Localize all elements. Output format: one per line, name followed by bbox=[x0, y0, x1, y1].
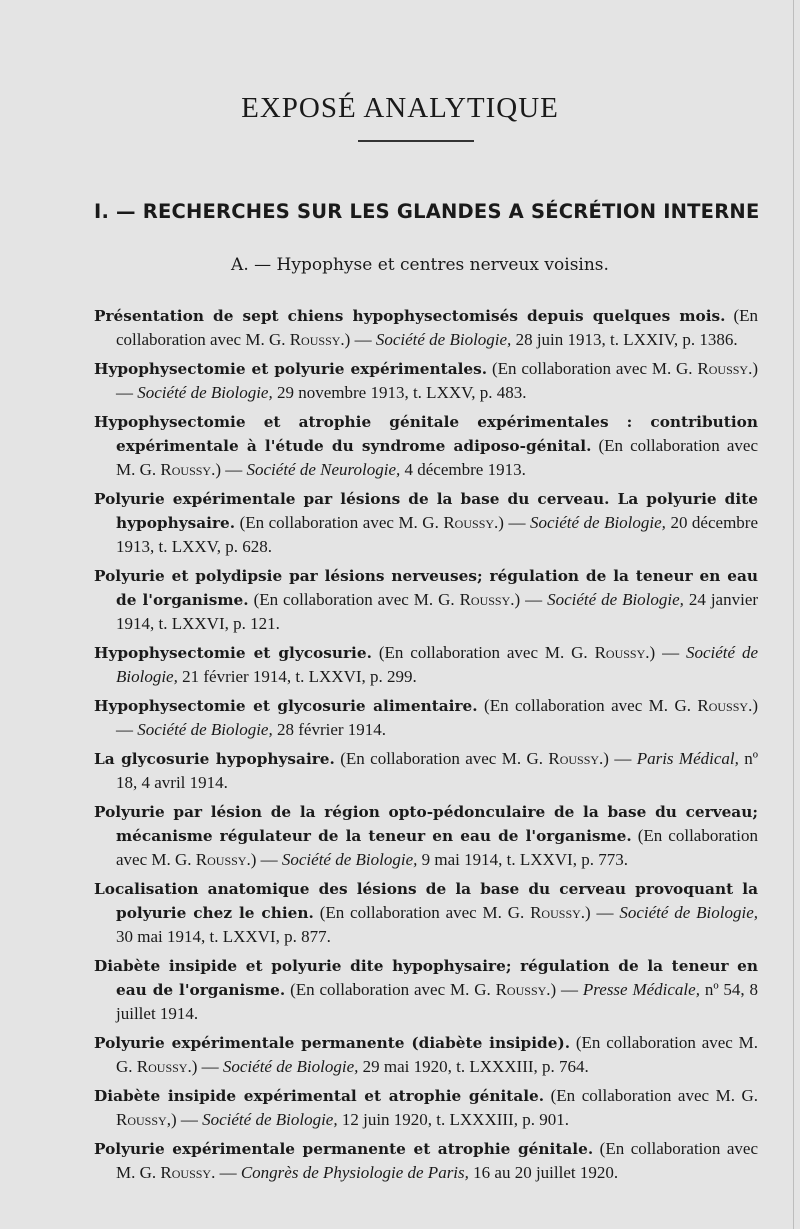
entry-title: Localisation anatomique des lésions de la base du cerveau provoquant la polyurie chez le chien. bbox=[94, 880, 758, 922]
entry-ref: 29 novembre 1913, t. LXXV, p. 483. bbox=[276, 383, 527, 402]
entry-collab: (En collaboration avec M. G. Roussy.) — bbox=[116, 696, 758, 739]
entry-collab: (En collaboration avec M. G. Roussy.) — bbox=[116, 1033, 759, 1076]
bibliography-entry bbox=[94, 641, 758, 689]
bibliography-entry bbox=[94, 877, 758, 949]
entry-title: Polyurie expérimentale par lésions de la base du cerveau. La polyurie dite hypophysaire. bbox=[94, 490, 758, 532]
bibliography-entry bbox=[94, 1137, 758, 1185]
bibliography-entry bbox=[94, 564, 758, 636]
entry-ref: nº 18, 4 avril 1914. bbox=[116, 749, 759, 792]
entry-ref: 29 mai 1920, t. LXXXIII, p. 764. bbox=[362, 1057, 589, 1076]
entry-title: Polyurie expérimentale permanente (diabète insipide). bbox=[94, 1034, 571, 1052]
entry-collab: (En collaboration avec M. G. Roussy.) — bbox=[340, 749, 632, 768]
entry-journal: Société de Biologie, bbox=[375, 330, 512, 349]
bibliography-entry bbox=[94, 410, 758, 482]
entry-journal: Société de Biologie, bbox=[222, 1057, 359, 1076]
entry-collab: (En collaboration avec M. G. Roussy.) — bbox=[116, 359, 759, 402]
entry-ref: 9 mai 1914, t. LXXVI, p. 773. bbox=[421, 850, 628, 869]
entry-title: Diabète insipide expérimental et atrophie génitale. bbox=[94, 1087, 545, 1105]
entry-ref: 4 décembre 1913. bbox=[404, 460, 526, 479]
entry-journal: Société de Biologie, bbox=[137, 383, 273, 402]
entry-collab: (En collaboration avec M. G. Roussy.) — bbox=[116, 306, 759, 349]
entry-ref: 16 au 20 juillet 1920. bbox=[473, 1163, 619, 1182]
entry-collab: (En collaboration avec M. G. Roussy.) — bbox=[253, 590, 543, 609]
entry-journal: Paris Médical, bbox=[636, 749, 739, 768]
entry-journal: Société de Biologie, bbox=[529, 513, 666, 532]
entry-title: Diabète insipide et polyurie dite hypophysaire; régulation de la teneur en eau de l'organisme. bbox=[94, 957, 758, 999]
entry-collab: (En collaboration avec M. G. Roussy.) — bbox=[378, 643, 680, 662]
entry-title: Hypophysectomie et polyurie expérimentales. bbox=[94, 360, 488, 378]
entry-collab: (En collaboration avec M. G. Roussy.) — bbox=[319, 903, 614, 922]
entry-title: La glycosurie hypophysaire. bbox=[94, 750, 335, 768]
entry-title: Polyurie expérimentale permanente et atrophie génitale. bbox=[94, 1140, 594, 1158]
entry-ref: 12 juin 1920, t. LXXXIII, p. 901. bbox=[341, 1110, 569, 1129]
page-edge bbox=[793, 0, 794, 1229]
title-rule bbox=[358, 140, 474, 142]
entry-collab: (En collaboration avec M. G. Roussy.) — bbox=[116, 826, 758, 869]
entry-collab: (En collaboration avec M. G. Roussy,) — bbox=[116, 1086, 759, 1129]
entry-ref: 24 janvier 1914, t. LXXVI, p. 121. bbox=[116, 590, 759, 633]
entry-journal: Société de Biologie, bbox=[202, 1110, 338, 1129]
entry-title: Hypophysectomie et glycosurie. bbox=[94, 644, 372, 662]
bibliography-entry bbox=[94, 694, 758, 742]
bibliography-entry bbox=[94, 487, 758, 559]
entry-ref: 28 juin 1913, t. LXXIV, p. 1386. bbox=[515, 330, 738, 349]
entry-ref: nº 54, 8 juillet 1914. bbox=[116, 980, 759, 1023]
entry-title: Polyurie et polydipsie par lésions nerveuses; régulation de la teneur en eau de l'organisme. bbox=[94, 567, 758, 609]
entry-journal: Société de Biologie, bbox=[619, 903, 758, 922]
entry-journal: Société de Biologie, bbox=[547, 590, 684, 609]
entry-title: Polyurie par lésion de la région opto-pédonculaire de la base du cerveau; mécanisme régulateur de la teneur en eau de l'organisme. bbox=[94, 803, 758, 845]
entry-title: Présentation de sept chiens hypophysectomisés depuis quelques mois. bbox=[94, 307, 726, 325]
bibliography-list bbox=[94, 304, 758, 1185]
entry-collab: (En collaboration avec M. G. Roussy. — bbox=[116, 1139, 759, 1182]
entry-journal: Société de Neurologie, bbox=[246, 460, 401, 479]
entry-title: Hypophysectomie et atrophie génitale expérimentales : contribution expérimentale à l'étude du syndrome adiposo-génital. bbox=[94, 413, 758, 455]
entry-ref: 28 février 1914. bbox=[276, 720, 387, 739]
entry-ref: 30 mai 1914, t. LXXVI, p. 877. bbox=[116, 927, 331, 946]
entry-ref: 20 décembre 1913, t. LXXV, p. 628. bbox=[116, 513, 759, 556]
entry-ref: 21 février 1914, t. LXXVI, p. 299. bbox=[182, 667, 417, 686]
section-heading: I. — RECHERCHES SUR LES GLANDES A SÉCRÉTION INTERNE bbox=[94, 200, 760, 223]
bibliography-entry bbox=[94, 357, 758, 405]
entry-collab: (En collaboration avec M. G. Roussy.) — bbox=[239, 513, 526, 532]
bibliography-entry bbox=[94, 747, 758, 795]
bibliography-entry bbox=[94, 1084, 758, 1132]
bibliography-entry bbox=[94, 1031, 758, 1079]
entry-collab: (En collaboration avec M. G. Roussy.) — bbox=[116, 436, 758, 479]
bibliography-entry bbox=[94, 800, 758, 872]
entry-journal: Presse Médicale, bbox=[582, 980, 700, 999]
entry-title: Hypophysectomie et glycosurie alimentaire. bbox=[94, 697, 478, 715]
entry-collab: (En collaboration avec M. G. Roussy.) — bbox=[290, 980, 579, 999]
entry-journal: Société de Biologie, bbox=[281, 850, 418, 869]
entry-journal: Société de Biologie, bbox=[137, 720, 273, 739]
bibliography-entry bbox=[94, 954, 758, 1026]
subsection-heading: A. — Hypophyse et centres nerveux voisins. bbox=[231, 255, 609, 275]
entry-journal: Société de Biologie, bbox=[116, 643, 759, 686]
page-title: EXPOSÉ ANALYTIQUE bbox=[241, 92, 559, 124]
entry-journal: Congrès de Physiologie de Paris, bbox=[240, 1163, 469, 1182]
bibliography-entry bbox=[94, 304, 758, 352]
